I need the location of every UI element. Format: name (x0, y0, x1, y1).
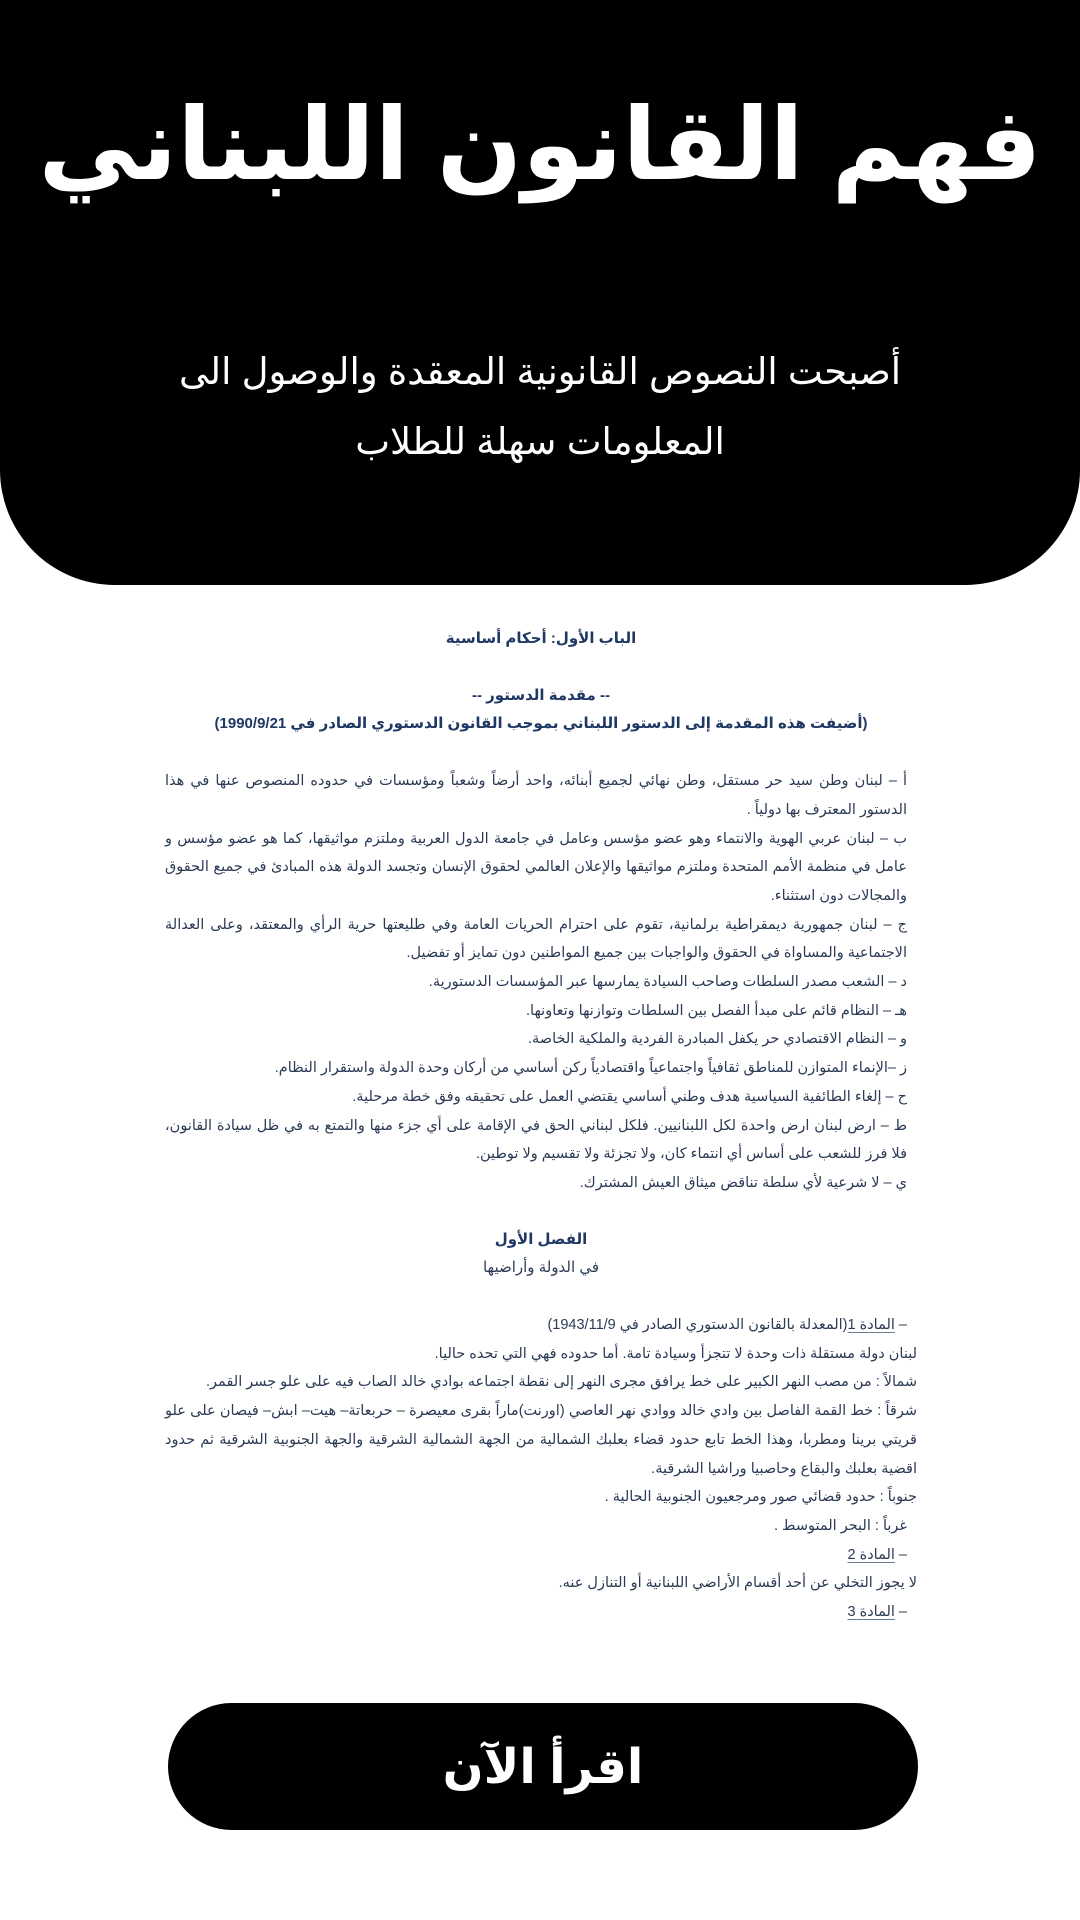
preamble-item: ح – إلغاء الطائفية السياسية هدف وطني أساسي يقتضي العمل على تحقيقه وفق خطة مرحلية. (352, 1088, 907, 1105)
article-2-text: لا يجوز التخلي عن أحد أقسام الأراضي اللبنانية أو التنازل عنه. (558, 1575, 917, 1592)
preamble-item: ز –الإنماء المتوازن للمناطق ثقافياً واجتماعياً واقتصادياً ركن أساسي من أركان وحدة الدولة واستقرار النظام. (274, 1060, 907, 1077)
article-2-title (165, 1541, 917, 1570)
article-1-line: جنوباً : حدود قضائي صور ومرجعيون الجنوبية الحالية . (604, 1489, 917, 1506)
article-1-link[interactable]: المادة 1 (847, 1317, 895, 1334)
preamble-item: د – الشعب مصدر السلطات وصاحب السيادة يمارسها عبر المؤسسات الدستورية. (428, 974, 907, 991)
hero-title: فهم القانون اللبناني (38, 89, 1042, 201)
chapter-subheading: في الدولة وأراضيها (482, 1259, 600, 1277)
article-1-prefix: – (894, 1317, 907, 1334)
article-2-prefix: – (894, 1546, 907, 1563)
preamble-item: و – النظام الاقتصادي حر يكفل المبادرة الفردية والملكية الخاصة. (527, 1031, 907, 1048)
part-heading: الباب الأول: أحكام أساسية (445, 630, 637, 647)
preamble-heading: -- مقدمة الدستور -- (472, 686, 610, 704)
preamble-item: ج – لبنان جمهورية ديمقراطية برلمانية، تقوم على احترام الحريات العامة وفي طليعتها حرية الرأي والمعتقد، وعلى العدالة الاجتماعية والمساواة في الحقوق والواجبات بين جميع المواطنين دون تمايز أو تفضيل. (165, 916, 907, 962)
hero-banner (0, 0, 1080, 585)
preamble-note: (أضيفت هذه المقدمة إلى الدستور اللبناني بموجب القانون الدستوري الصادر في 1990/9/21) (214, 715, 868, 733)
article-2-link[interactable]: المادة 2 (847, 1546, 895, 1563)
article-3-link[interactable]: المادة 3 (847, 1604, 895, 1621)
article-1-line: شرقاً : خط القمة الفاصل بين وادي خالد ووادي نهر العاصي (اورنت)ماراً بقرى معيصرة – حربعاتة– هيت– ابش– فيصان على علو قريتي برينا ومطربا، وهذا الخط تابع حدود قضاء بعلبك الشمالية من الجهة الشمالية الشرقية والجهة الجنوبية الشرقية ثم حدود اقضية بعلبك والبقاع وحاصبيا وراشيا الشرقية. (165, 1403, 917, 1477)
preamble-item: هـ – النظام قائم على مبدأ الفصل بين السلطات وتوازنها وتعاونها. (526, 1002, 907, 1019)
article-3-prefix: – (894, 1604, 907, 1621)
article-3-title (165, 1598, 917, 1627)
preamble-item: أ – لبنان وطن سيد حر مستقل، وطن نهائي لجميع أبنائه، واحد أرضاً وشعباً ومؤسسات في حدوده المنصوص عنها في هذا الدستور المعترف بها دولياً . (165, 773, 907, 818)
preamble-item: ط – ارض لبنان ارض واحدة لكل اللبنانيين. فلكل لبناني الحق في الإقامة على أي جزء منها والتمتع به في ظل سيادة القانون، فلا فرز للشعب على أساس أي انتماء كان، ولا تجزئة ولا تقسيم ولا توطين. (165, 1117, 907, 1163)
hero-subtitle: أصبحت النصوص القانونية المعقدة والوصول الى المعلومات سهلة للطلاب (178, 351, 902, 462)
article-1-title (165, 1311, 917, 1340)
article-1-note: (المعدلة بالقانون الدستوري الصادر في 1943/11/9) (547, 1317, 848, 1334)
document-preview (165, 625, 917, 1627)
preamble-item: ب – لبنان عربي الهوية والانتماء وهو عضو مؤسس وعامل في جامعة الدول العربية وملتزم مواثيقها، كما هو عضو مؤسس و عامل في منظمة الأمم المتحدة وملتزم مواثيقها والإعلان العالمي لحقوق الإنسان وتجسد الدولة هذه المبادئ في جميع الحقوق والمجالات دون استثناء. (165, 830, 907, 904)
article-1-line: شمالاً : من مصب النهر الكبير على خط يرافق مجرى النهر إلى نقطة اجتماعه بوادي خالد الصاب فيه على علو جسر القمر. (206, 1374, 917, 1391)
preamble-item: ي – لا شرعية لأي سلطة تناقض ميثاق العيش المشترك. (579, 1174, 907, 1191)
chapter-heading: الفصل الأول (494, 1230, 588, 1248)
article-1-line: غرباً : البحر المتوسط . (774, 1517, 907, 1534)
read-now-button[interactable]: اقرأ الآن (168, 1703, 918, 1830)
article-1-line: لبنان دولة مستقلة ذات وحدة لا تتجزأ وسيادة تامة. أما حدوده فهي التي تحده حاليا. (434, 1345, 917, 1362)
